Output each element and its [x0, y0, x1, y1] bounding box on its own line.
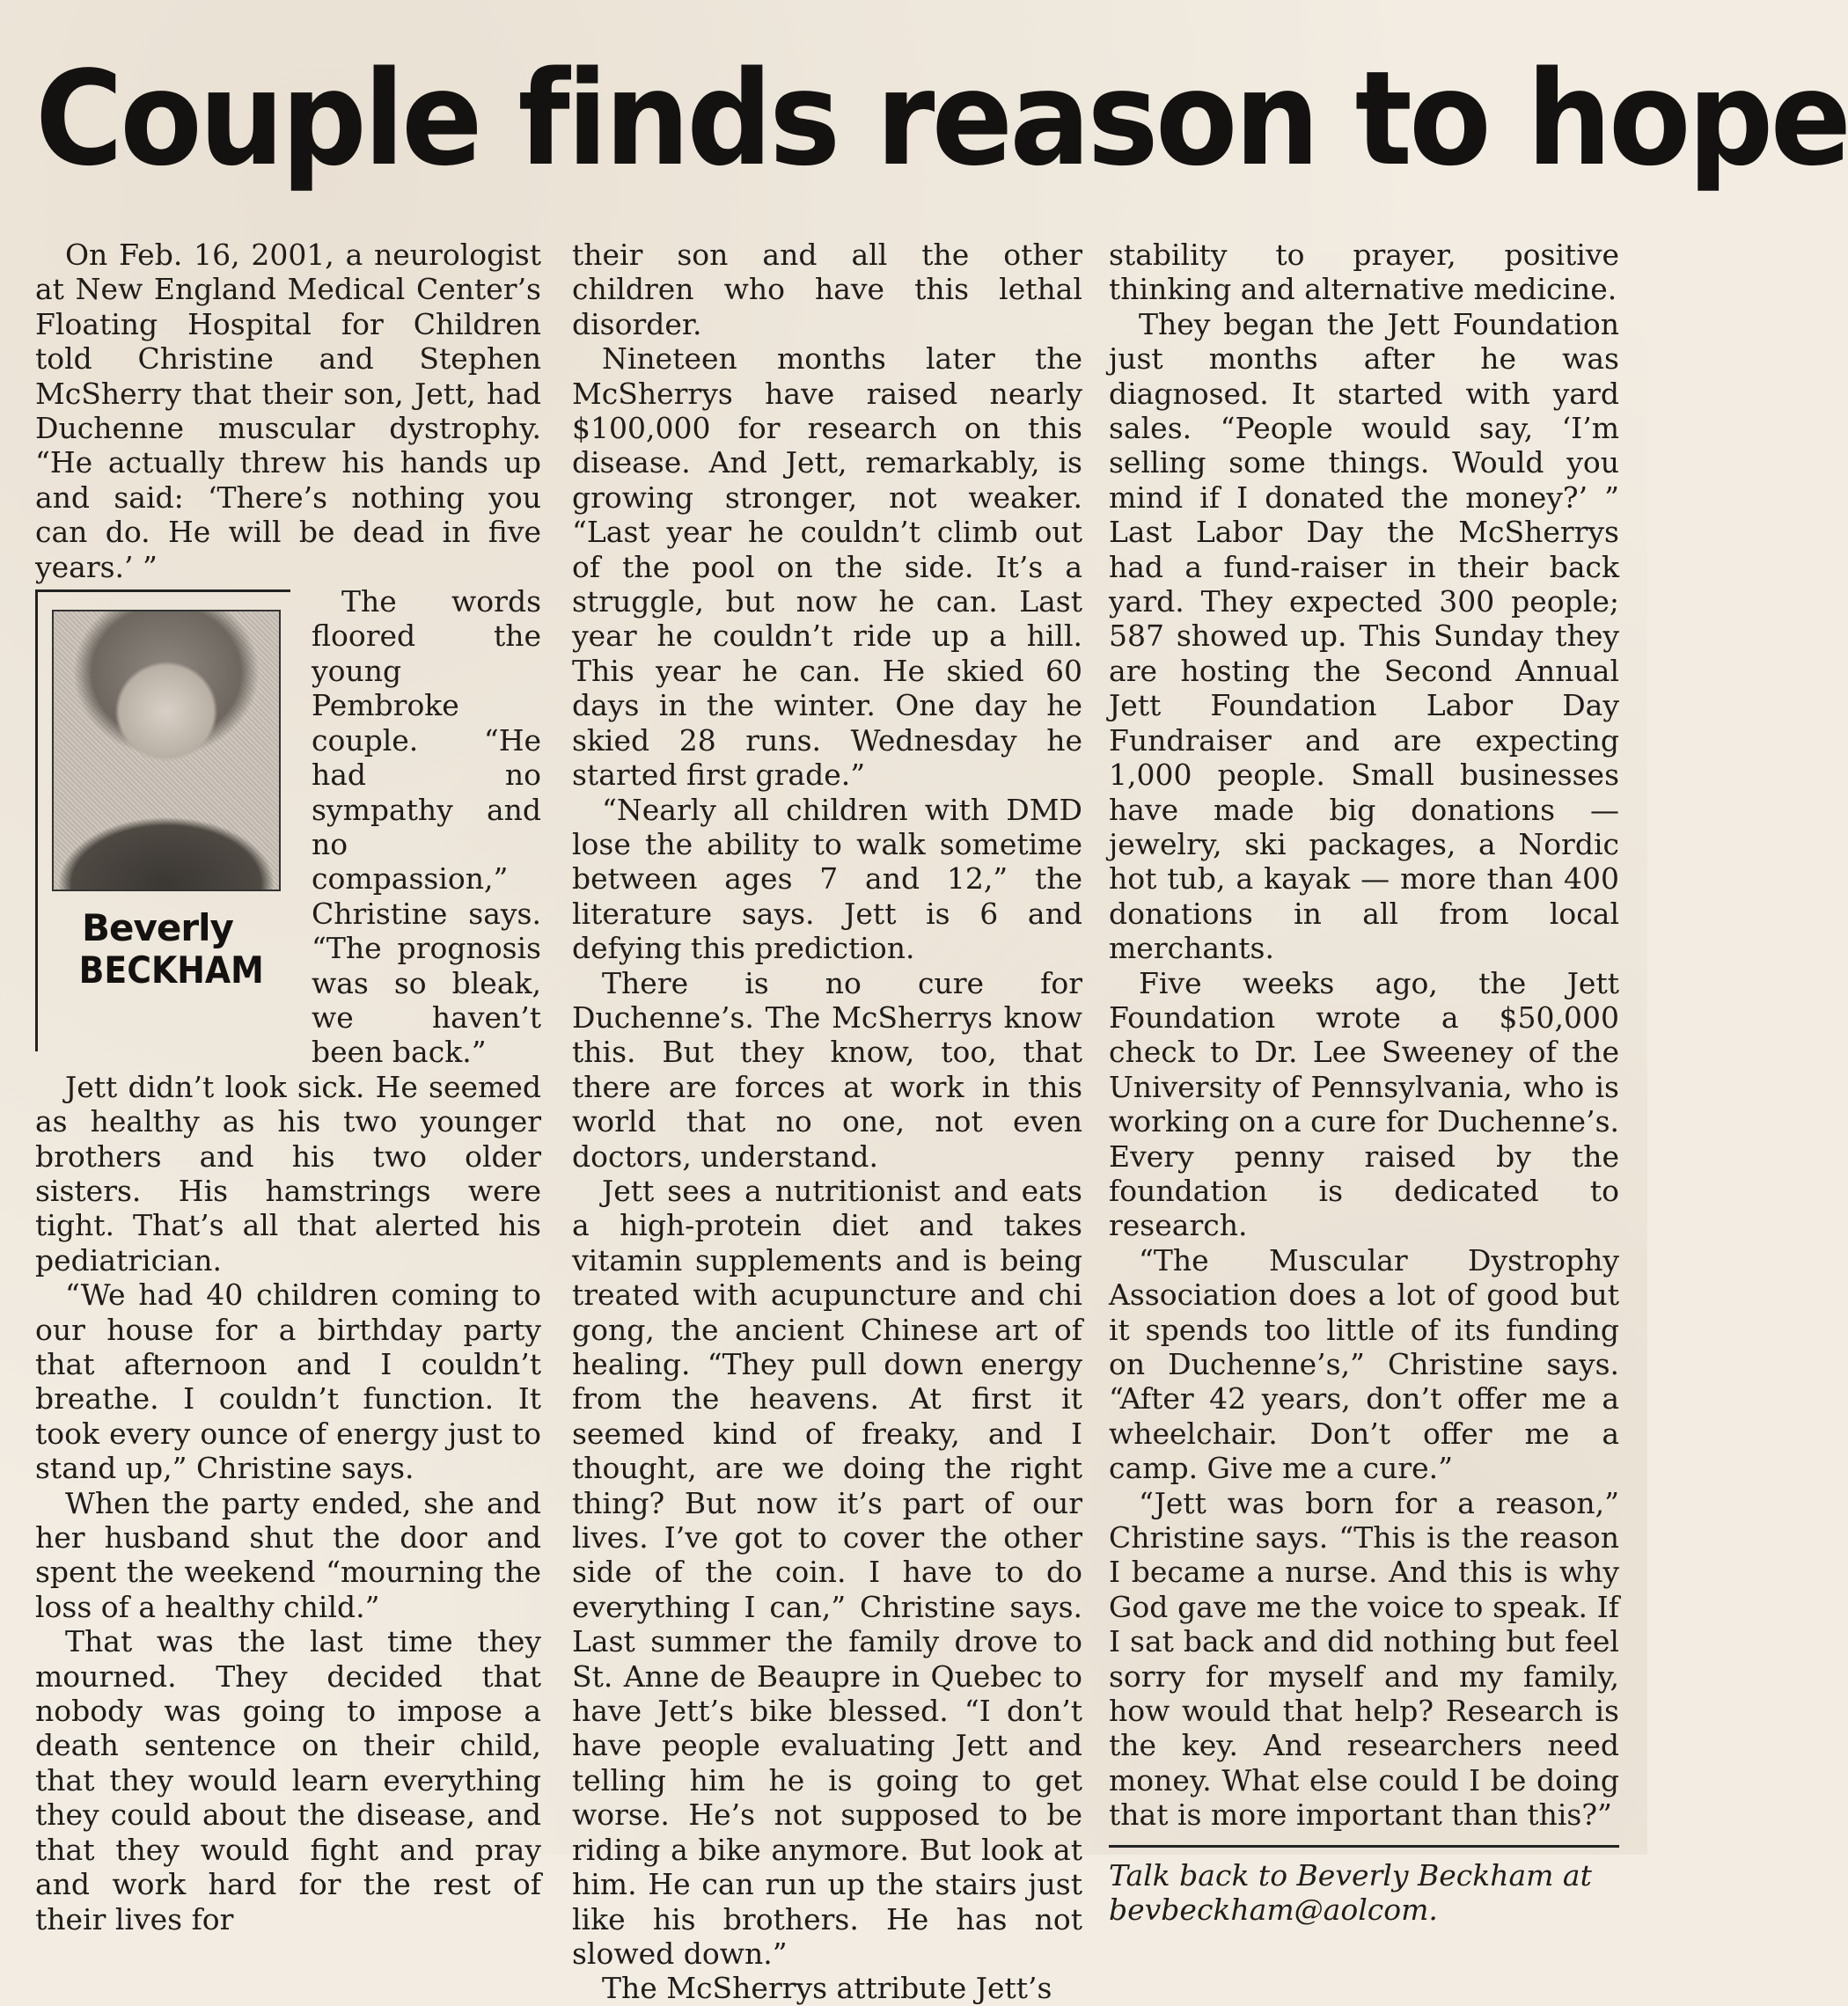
- headline: Couple finds reason to hope: [35, 43, 1848, 194]
- byline-box: [35, 589, 290, 1051]
- paragraph-with-byline: [35, 584, 541, 1070]
- divider-rule: [1109, 1845, 1619, 1848]
- paragraph: The McSherrys attribute Jett’s: [602, 1971, 1052, 2006]
- paragraph: stability to prayer, positive thinking and alternative medicine.: [1109, 238, 1619, 307]
- paragraph: Five weeks ago, the Jett Foundation wrote a $50,000 check to Dr. Lee Sweeney of the University of Pennsylvania, who is working on a cure for Duchenne’s. Every penny raised by the foundation is dedicated to research.: [1109, 965, 1619, 1243]
- paragraph: They began the Jett Foundation just months after he was diagnosed. It started with yard sales. “People would say, ‘I’m selling some things. Would you mind if I donated the money?’ ” Last Labor Day the McSherrys had a fund-raiser in their back yard. They expected 300 people; 587 showed up. This Sunday they are hosting the Second Annual Jett Foundation Labor Day Fundraiser and are expecting 1,000 people. Small businesses have made big donations — jewelry, ski packages, a Nordic hot tub, a kayak — more than 400 donations in all from local merchants.: [1109, 306, 1619, 966]
- paragraph-text: The words floored the young Pembroke couple. “He had no sympathy and no compassion,” Christine says. “The prognosis was so bleak, we haven’t been back.”: [312, 584, 541, 1070]
- paragraph: There is no cure for Duchenne’s. The McSherrys know this. But they know, too, that there are forces at work in this world that no one, not even doctors, understand.: [572, 965, 1082, 1174]
- author-photo: [52, 610, 281, 891]
- paragraph: their son and all the other children who have this lethal disorder.: [572, 238, 1082, 341]
- article-column-1: [35, 238, 541, 1936]
- paragraph: That was the last time they mourned. They decided that nobody was going to impose a death sentence on their child, that they would learn everything they could about the disease, and that they would fight and pray and work hard for the rest of their lives for: [35, 1624, 541, 1936]
- author-first-name: Beverly: [82, 906, 233, 950]
- paragraph: “We had 40 children coming to our house for a birthday party that afternoon and I couldn’t breathe. I couldn’t function. It took every ounce of energy just to stand up,” Christine says.: [35, 1278, 541, 1486]
- paragraph: “Nearly all children with DMD lose the ability to walk sometime between ages 7 and 12,” the literature says. Jett is 6 and defying this prediction.: [572, 792, 1082, 966]
- contact-line: Talk back to Beverly Beckham at bevbeckham@aolcom.: [1109, 1857, 1592, 1928]
- paragraph: Jett sees a nutritionist and eats a high-protein diet and takes vitamin supplements and is being treated with acupuncture and chi gong, the ancient Chinese art of healing. “They pull down energy from the heavens. At first it seemed kind of freaky, and I thought, are we doing the right thing? But now it’s part of our lives. I’ve got to cover the other side of the coin. I have to do everything I can,” Christine says. Last summer the family drove to St. Anne de Beaupre in Quebec to have Jett’s bike blessed. “I don’t have people evaluating Jett and telling him he is going to get worse. He’s not supposed to be riding a bike anymore. But look at him. He can run up the stairs just like his brothers. He has not slowed down.”: [572, 1173, 1082, 1971]
- paragraph: “Jett was born for a reason,” Christine says. “This is the reason I became a nurse. And this is why God gave me the voice to speak. If I sat back and did nothing but feel sorry for myself and my family, how would that help? Research is the key. And researchers need money. What else could I be doing that is more important than this?”: [1109, 1485, 1619, 1833]
- paragraph: Jett didn’t look sick. He seemed as healthy as his two younger brothers and his two older sisters. His hamstrings were tight. That’s all that alerted his pediatrician.: [35, 1069, 541, 1278]
- author-name: [52, 907, 290, 992]
- article-column-3: [1109, 238, 1619, 1928]
- paragraph: Nineteen months later the McSherrys have raised nearly $100,000 for research on this disease. And Jett, remarkably, is growing stronger, not weaker. “Last year he couldn’t climb out of the pool on the side. It’s a struggle, but now he can. Last year he couldn’t ride up a hill. This year he can. He skied 60 days in the winter. One day he skied 28 runs. Wednesday he started first grade.”: [572, 341, 1082, 793]
- article-column-2: [572, 238, 1082, 2006]
- paragraph: “The Muscular Dystrophy Association does a lot of good but it spends too little of its funding on Duchenne’s,” Christine says. “After 42 years, don’t offer me a wheelchair. Don’t offer me a camp. Give me a cure.”: [1109, 1242, 1619, 1486]
- author-last-name: BECKHAM: [78, 948, 264, 992]
- paragraph: When the party ended, she and her husband shut the door and spent the weekend “mourning the loss of a healthy child.”: [35, 1485, 541, 1624]
- paragraph: On Feb. 16, 2001, a neurologist at New England Medical Center’s Floating Hospital for Children told Christine and Stephen McSherry that their son, Jett, had Duchenne muscular dystrophy. “He actually threw his hands up and said: ‘There’s nothing you can do. He will be dead in five years.’ ”: [35, 238, 541, 584]
